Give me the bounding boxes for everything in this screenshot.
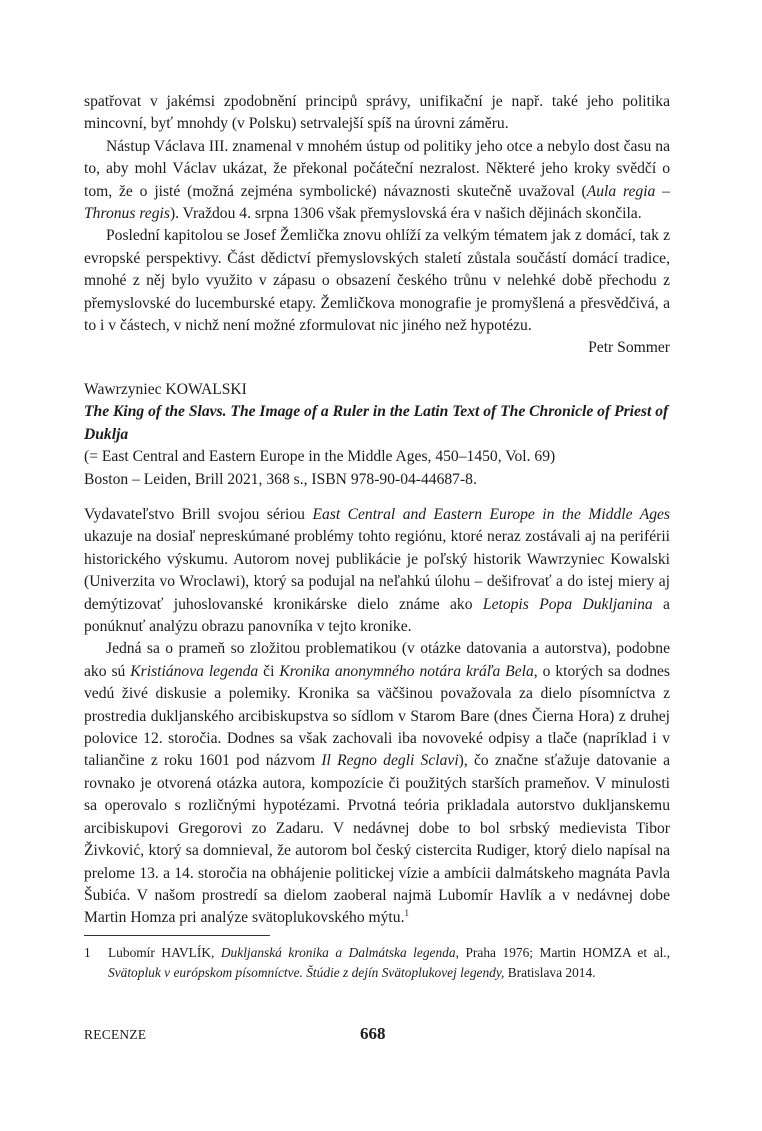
footnote-divider bbox=[84, 935, 270, 936]
page-number: 668 bbox=[360, 1024, 386, 1043]
paragraph-text: či bbox=[258, 662, 280, 680]
paragraph-text: Vydavateľstvo Brill svojou sériou bbox=[84, 506, 313, 523]
italic-term: Kristiánova legenda bbox=[130, 662, 259, 680]
footnote-number: 1 bbox=[84, 945, 91, 960]
footnote bbox=[84, 943, 670, 982]
italic-term: Letopis Popa Dukljanina bbox=[482, 595, 653, 613]
footnote-text: Lubomír HAVLÍK, Dukljanská kronika a Dalmátska legenda, Praha 1976; Martin HOMZA et al., Svätopluk v európskom písomníctve. Štúdie z dejín Svätoplukovej legendy, Bratislava 2014. bbox=[108, 945, 670, 980]
book-author: Wawrzyniec KOWALSKI bbox=[84, 381, 247, 398]
italic-term: Il Regno degli Sclavi bbox=[321, 752, 459, 770]
review-continuation bbox=[84, 91, 670, 360]
italic-term: Kronika anonymného notára kráľa Bela bbox=[279, 662, 534, 680]
book-title: The King of the Slavs. The Image of a Ruler in the Latin Text of The Chronicle of Priest of Duklja bbox=[84, 403, 669, 443]
paragraph-text: , o ktorých sa dodnes vedú živé diskusie a polemiky. Kronika sa väčšinou považovala za dielo písomníctva z prostredia dukljanského arcibiskupstva so sídlom v Starom Bare (dnes Čierna Hora) z druhej polovice 12. storočia. Dodnes sa však zachovali iba novoveké odpisy a tlače (napríklad i v taliančine z roku 1601 pod názvom bbox=[84, 662, 670, 770]
book-publisher: Boston – Leiden, Brill 2021, 368 s., ISBN 978-90-04-44687-8. bbox=[84, 470, 477, 488]
paragraph bbox=[84, 136, 670, 226]
paragraph-text: ). Vraždou 4. srpna 1306 však přemyslovská éra v našich dějinách skončila. bbox=[169, 205, 642, 223]
paragraph bbox=[84, 225, 670, 337]
italic-term: East Central and Eastern Europe in the Middle Ages bbox=[312, 506, 670, 523]
footer-section-label: RECENZE bbox=[84, 1027, 147, 1042]
reviewer-signature: Petr Sommer bbox=[588, 339, 670, 357]
paragraph-text: a ponúknuť analýzu obrazu panovníka v tejto kronike. bbox=[84, 595, 670, 636]
paragraph-text: ), čo značne sťažuje datovanie a rovnako je otvorená otázka autora, kompozície či použitých starších prameňov. V minulosti sa operovalo s rozličnými hypotézami. Prvotná teória prikladala autorstvo dukljanskemu arcibiskupovi Gregorovi zo Zadaru. V nedávnej dobe to bol srbský medievista Tibor Živković, ktorý sa domnieval, že autorom bol český cistercita Rudiger, ktorý dielo napísal na prelome 13. a 14. storočia na obhájenie politickej vízie a ambícii dalmátskeho magnáta Pavla Šubića. V našom prostredí sa dielom zaoberal najmä Lubomír Havlík a v nedávnej dobe Martin Homza pri analýze svätoplukovského mýtu. bbox=[84, 752, 670, 927]
paragraph-text: spatřovat v jakémsi zpodobnění principů správy, unifikační je např. také jeho politika mincovní, byť mnohdy (v Polsku) setrvalejší spíš na úrovni záměru. bbox=[84, 93, 670, 133]
footnote-reference[interactable]: 1 bbox=[404, 908, 409, 919]
paragraph bbox=[84, 638, 670, 929]
paragraph-text: Jedná sa o prameň so zložitou problematikou (v otázke datovania a autorstva), podobne ako sú bbox=[84, 640, 670, 680]
review-bibliography bbox=[84, 379, 670, 491]
paragraph bbox=[84, 504, 670, 638]
book-series: (= East Central and Eastern Europe in the Middle Ages, 450–1450, Vol. 69) bbox=[84, 448, 556, 466]
review-body bbox=[84, 504, 670, 930]
paragraph-text: ukazuje na dosiaľ nepreskúmané problémy tohto regiónu, ktoré neraz zostávali aj na periférii historického výskumu. Autorom novej publikácie je poľský historik Wawrzyniec Kowalski (Univerzita vo Wroclawi), ktorý sa podujal na neľahkú úlohu – dešifrovať a do istej miery aj demýtizovať juhoslovanské kronikárske dielo známe ako bbox=[84, 528, 670, 613]
paragraph-text: Poslední kapitolou se Josef Žemlička znovu ohlíží za velkým tématem jak z domácí, tak z evropské perspektivy. Část dědictví přemyslovských staletí zůstala součástí domácí tradice, mnohé z něj bylo využito v zápasu o obsazení českého trůnu v nelehké době přechodu z přemyslovské do lucemburské etapy. Žemličkova monografie je promyšlená a přesvědčivá, a to i v částech, v nichž není možné zformulovat nic jiného než hypotézu. bbox=[84, 227, 670, 335]
paragraph-text: Nástup Václava III. znamenal v mnohém ústup od politiky jeho otce a nebylo dost času na to, aby mohl Václav ukázat, že překonal počáteční nezralost. Některé jeho kroky svědčí o tom, že o jisté (možná zejména symbolické) návaznosti skutečně uvažoval ( bbox=[84, 137, 670, 200]
italic-term: Aula regia – Thronus regis bbox=[84, 182, 670, 223]
paragraph bbox=[84, 91, 670, 136]
